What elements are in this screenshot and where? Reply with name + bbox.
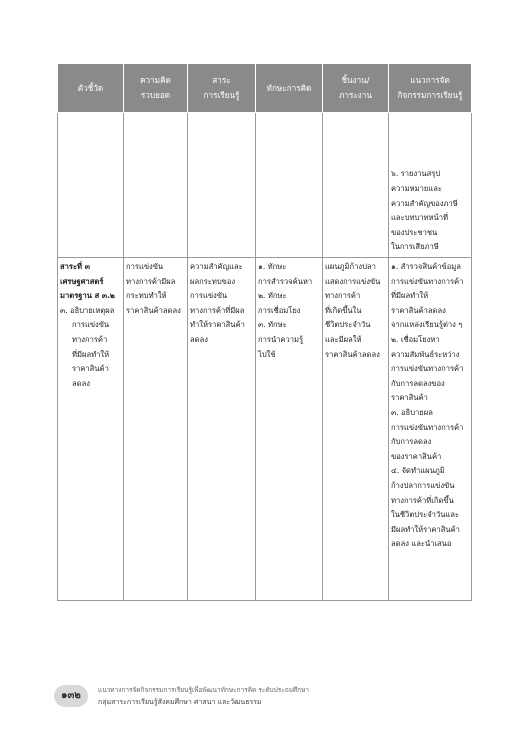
text-line: การแข่งขัน (72, 320, 110, 330)
cell-concept (124, 258, 188, 601)
text-line: ราคาสินค้าลดลง (126, 305, 181, 315)
text-line: การนำความรู้ (258, 334, 304, 344)
text-line: กับการลดลงของ (391, 378, 445, 388)
text-line: แผนภูมิก้างปลา (325, 262, 376, 271)
text-line: ของประชาชน (391, 227, 438, 237)
text-line: ทางการค้า (325, 291, 361, 301)
text-line: ชีวิตประจำวัน (325, 320, 371, 330)
text-line: การแข่งขันทางการค้า (391, 422, 464, 432)
text-line: ความสำคัญและ (190, 262, 243, 271)
text-line: การแข่งขัน (126, 262, 164, 271)
text-line: และบทบาทหน้าที่ (391, 213, 449, 223)
footer-book-title: แนวทางการจัดกิจกรรมการเรียนรู้เพื่อพัฒนาทักษะการคิด ระดับประถมศึกษา (98, 686, 309, 694)
text-line: ก้างปลาการแข่งขัน (391, 480, 455, 490)
text-line: กับการลดลง (391, 437, 432, 447)
header-content (188, 64, 256, 113)
text-line: การแข่งขัน (190, 291, 228, 301)
text-line: ราคาสินค้า (391, 393, 428, 403)
table-header-row (58, 64, 472, 113)
cell-activities (389, 258, 472, 601)
header-activities-label: แนวการจัด กิจกรรมการเรียนรู้ (397, 75, 463, 100)
text-line: ๑. ทักษะ (258, 262, 287, 271)
text-line: และมีผลให้ (325, 334, 362, 344)
header-activities (389, 64, 472, 113)
text-line: ที่มีผลทำให้ (72, 349, 110, 359)
table-row (58, 258, 472, 601)
text-line: การเชื่อมโยง (258, 305, 301, 315)
cell-indicator-empty (58, 113, 124, 258)
text-line: ราคาสินค้าลดลง (391, 305, 446, 315)
text-line: ความหมายและ (391, 184, 442, 194)
text-line: ทางการค้า (72, 334, 108, 344)
text-line: ลดลง (190, 334, 208, 344)
text-line: ผลกระทบของ (190, 276, 236, 286)
cell-activities (389, 113, 472, 258)
text-line: การสำรวจค้นหา (258, 276, 313, 286)
header-content-label: สาระ การเรียนรู้ (203, 75, 240, 100)
header-concept (124, 64, 188, 113)
page-number: ๑๓๒ (54, 685, 88, 707)
cell-concept-empty (124, 113, 188, 258)
standard-code: มาตรฐาน ส ๓.๒ (60, 291, 115, 301)
footer-subject-group: กลุ่มสาระการเรียนรู้สังคมศึกษา ศาสนา และวัฒนธรรม (98, 698, 262, 706)
header-indicator: ตัวชี้วัด (58, 64, 124, 113)
cell-task (323, 258, 389, 601)
text-line: ทำให้ราคาสินค้า (190, 320, 245, 330)
text-line: กระทบทำให้ (126, 291, 167, 301)
text-line: มีผลทำให้ราคาสินค้า (391, 524, 460, 534)
cell-task-empty (323, 113, 389, 258)
text-line: ราคาสินค้าลดลง (325, 349, 380, 359)
text-line: ในการเสียภาษี (391, 242, 439, 252)
text-line: ทางการค้ามีผล (126, 276, 176, 286)
cell-content (188, 258, 256, 601)
text-line: ๒. เชื่อมโยงหา (391, 334, 440, 344)
text-line: ๓. อธิบายผล (391, 407, 433, 417)
text-line: ๓. ทักษะ (258, 320, 287, 330)
text-line: ๖. รายงานสรุป (391, 169, 441, 179)
text-line: ลดลง (72, 378, 90, 388)
strand-title: สาระที่ ๓ (60, 262, 90, 271)
text-line: ความสำคัญของภาษี (391, 198, 458, 208)
cell-skills-empty (256, 113, 323, 258)
text-line: ทางการค้าที่มีผล (190, 305, 245, 315)
cell-content-empty (188, 113, 256, 258)
text-line: ๒. ทักษะ (258, 291, 287, 301)
text-line: ในชีวิตประจำวันและ (391, 510, 460, 520)
header-thinking-skills: ทักษะการคิด (256, 64, 323, 113)
text-line: ที่เกิดขึ้นใน (325, 305, 362, 315)
text-line: ๓. อธิบายเหตุผล (60, 305, 115, 315)
text-line: ทางการค้าที่เกิดขึ้น (391, 495, 454, 505)
text-line: การแข่งขันทางการค้า (391, 364, 464, 374)
text-line: ๔. จัดทำแผนภูมิ (391, 466, 445, 476)
text-line: การแข่งขันทางการค้า (391, 276, 464, 286)
curriculum-table (57, 63, 472, 601)
header-concept-label: ความคิด รวบยอด (140, 75, 171, 100)
cell-skills (256, 258, 323, 601)
text-line: จากแหล่งเรียนรู้ต่าง ๆ (391, 320, 463, 330)
header-task-label: ชิ้นงาน/ ภาระงาน (339, 75, 372, 100)
table-row (58, 113, 472, 258)
cell-indicator (58, 258, 124, 601)
header-task (323, 64, 389, 113)
strand-subject: เศรษฐศาสตร์ (60, 276, 104, 286)
text-line: ความสัมพันธ์ระหว่าง (391, 349, 460, 359)
text-line: แสดงการแข่งขัน (325, 276, 381, 286)
text-line: ของราคาสินค้า (391, 451, 442, 461)
text-line: ราคาสินค้า (72, 364, 109, 374)
text-line: ที่มีผลทำให้ (391, 291, 429, 301)
text-line: ๑. สำรวจสินค้าข้อมูล (391, 262, 461, 271)
text-line: ลดลง และนำเสนอ (391, 539, 452, 549)
text-line: ไปใช้ (258, 349, 276, 359)
